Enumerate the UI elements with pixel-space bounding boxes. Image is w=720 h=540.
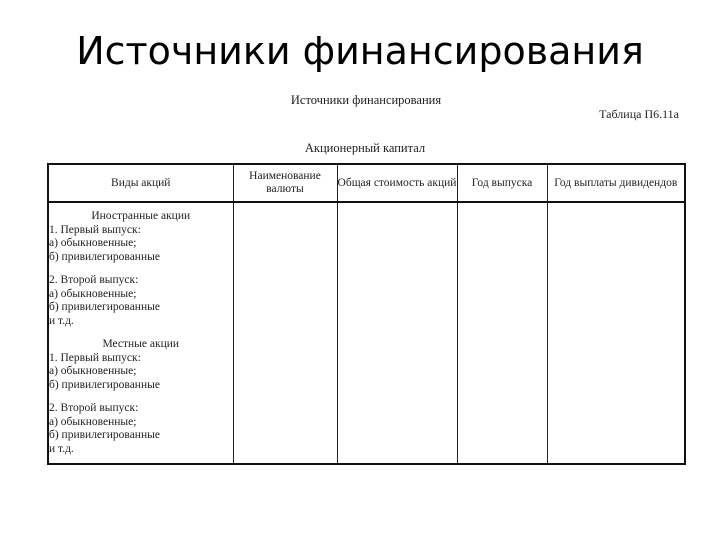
- issue-year-cell: [457, 202, 547, 464]
- share-capital-table: [47, 163, 686, 465]
- issue-item: б) привилегированные: [49, 378, 160, 391]
- issue-label: 2. Второй выпуск:: [49, 402, 139, 414]
- issue-item: б) привилегированные: [49, 429, 160, 441]
- slide-title: Источники финансирования: [76, 29, 644, 73]
- issue-item: а) обыкновенные;: [49, 237, 137, 249]
- share-types-cell: [48, 202, 233, 464]
- header-currency: Наименование валюты: [233, 164, 337, 202]
- table-id: Таблица П6.11а: [599, 107, 679, 121]
- issue-item: а) обыкновенные;: [49, 365, 137, 377]
- table-row: [48, 202, 685, 464]
- header-issue-year: Год выпуска: [457, 164, 547, 202]
- document-title: Источники финансирования: [290, 93, 442, 107]
- issue-label: 2. Второй выпуск:: [49, 274, 139, 286]
- header-total-value: Общая стоимость акций: [337, 164, 457, 202]
- header-share-types: Виды акций: [48, 164, 233, 202]
- issue-item: б) привилегированные: [49, 301, 160, 313]
- issue-item: и т.д.: [49, 314, 74, 327]
- group-heading: Местные акции: [102, 338, 180, 350]
- issue-item: а) обыкновенные;: [49, 415, 137, 428]
- issue-item: а) обыкновенные;: [49, 287, 137, 300]
- group-heading: Иностранные акции: [91, 210, 191, 222]
- issue-item: и т.д.: [49, 442, 74, 455]
- issue-item: б) привилегированные: [49, 250, 160, 263]
- currency-cell: [233, 202, 337, 464]
- table-header-row: [48, 164, 685, 202]
- section-title: Акционерный капитал: [304, 141, 426, 155]
- issue-label: 1. Первый выпуск:: [49, 351, 141, 364]
- issue-label: 1. Первый выпуск:: [49, 223, 141, 236]
- dividend-year-cell: [547, 202, 685, 464]
- total-value-cell: [337, 202, 457, 464]
- header-dividend-year: Год выплаты дивидендов: [547, 164, 685, 202]
